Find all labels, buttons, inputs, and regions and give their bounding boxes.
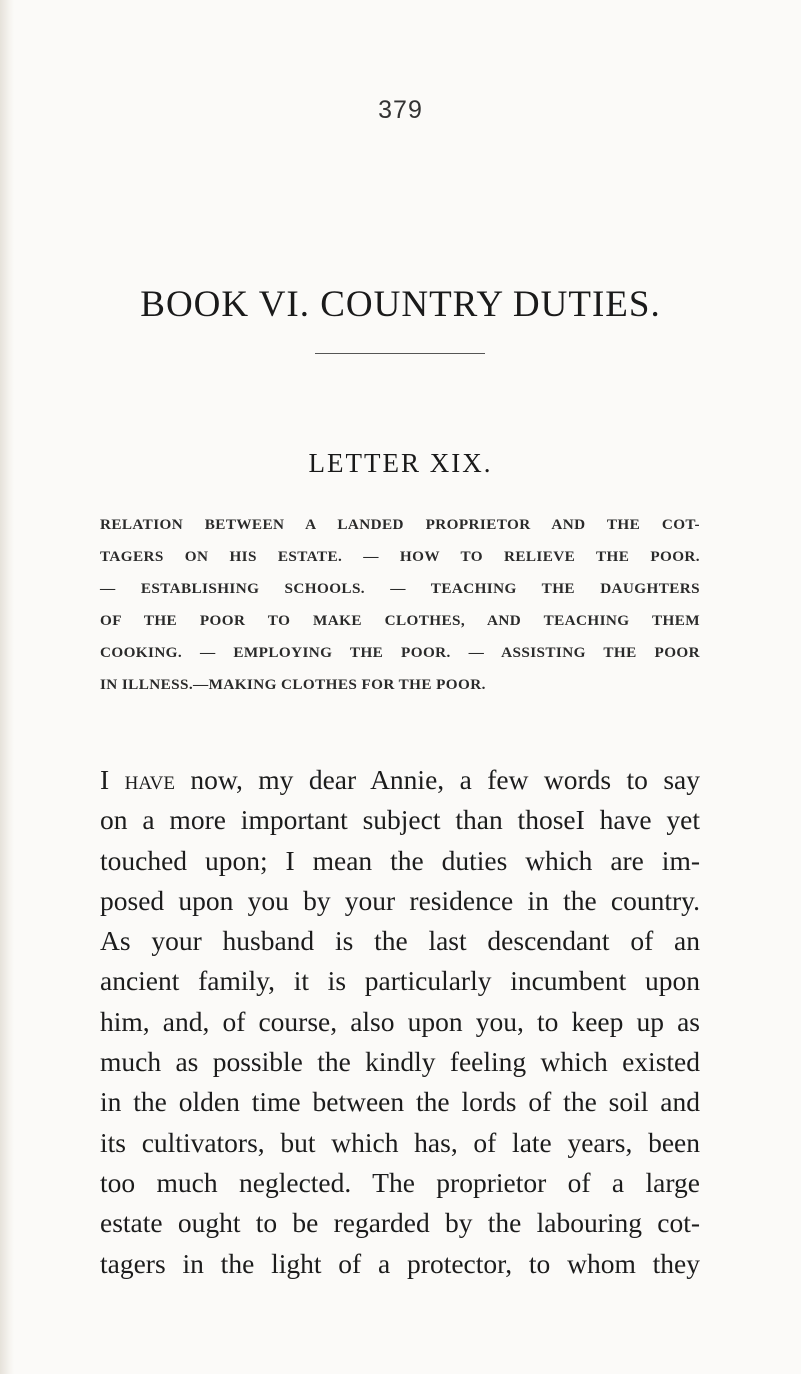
letter-heading: LETTER XIX. xyxy=(308,448,493,478)
summary-line: — ESTABLISHING SCHOOLS. — TEACHING THE DAUGHTERS xyxy=(100,580,700,597)
body-line: tagers in the light of a protector, to whom they xyxy=(100,1247,700,1279)
body-line: estate ought to be regarded by the labouring cot- xyxy=(100,1207,700,1239)
body-line: ancient family, it is particularly incumbent upon xyxy=(100,965,700,997)
body-line: As your husband is the last descendant of an xyxy=(100,925,700,957)
body-line xyxy=(100,760,700,800)
body-line: its cultivators, but which has, of late years, been xyxy=(100,1126,700,1158)
body-line: on a more important subject than thoseI have yet xyxy=(100,804,700,836)
summary-line: OF THE POOR TO MAKE CLOTHES, AND TEACHING THEM xyxy=(100,612,700,629)
body-line: too much neglected. The proprietor of a large xyxy=(100,1166,700,1198)
first-word-initial: I xyxy=(100,764,110,795)
body-line: posed upon you by your residence in the country. xyxy=(100,884,700,916)
first-word-smallcaps: have xyxy=(124,764,175,795)
summary-line: IN ILLNESS.—MAKING CLOTHES FOR THE POOR. xyxy=(100,676,486,693)
summary-line: TAGERS ON HIS ESTATE. — HOW TO RELIEVE THE POOR. xyxy=(100,548,700,565)
first-line-rest: now, my dear Annie, a few words to say xyxy=(190,764,701,795)
summary-line: RELATION BETWEEN A LANDED PROPRIETOR AND THE COT- xyxy=(100,516,700,533)
body-paragraph xyxy=(100,760,700,1284)
body-line: touched upon; I mean the duties which are im- xyxy=(100,844,700,876)
title-rule xyxy=(315,353,485,354)
chapter-summary xyxy=(100,509,700,701)
page-number: 379 xyxy=(378,96,423,124)
body-line: him, and, of course, also upon you, to keep up as xyxy=(100,1005,700,1037)
body-line: much as possible the kindly feeling which existed xyxy=(100,1046,700,1078)
body-line: in the olden time between the lords of the soil and xyxy=(100,1086,700,1118)
book-title: BOOK VI. COUNTRY DUTIES. xyxy=(140,284,661,325)
summary-line: COOKING. — EMPLOYING THE POOR. — ASSISTING THE POOR xyxy=(100,644,700,661)
page-edge-shadow xyxy=(0,0,14,1374)
